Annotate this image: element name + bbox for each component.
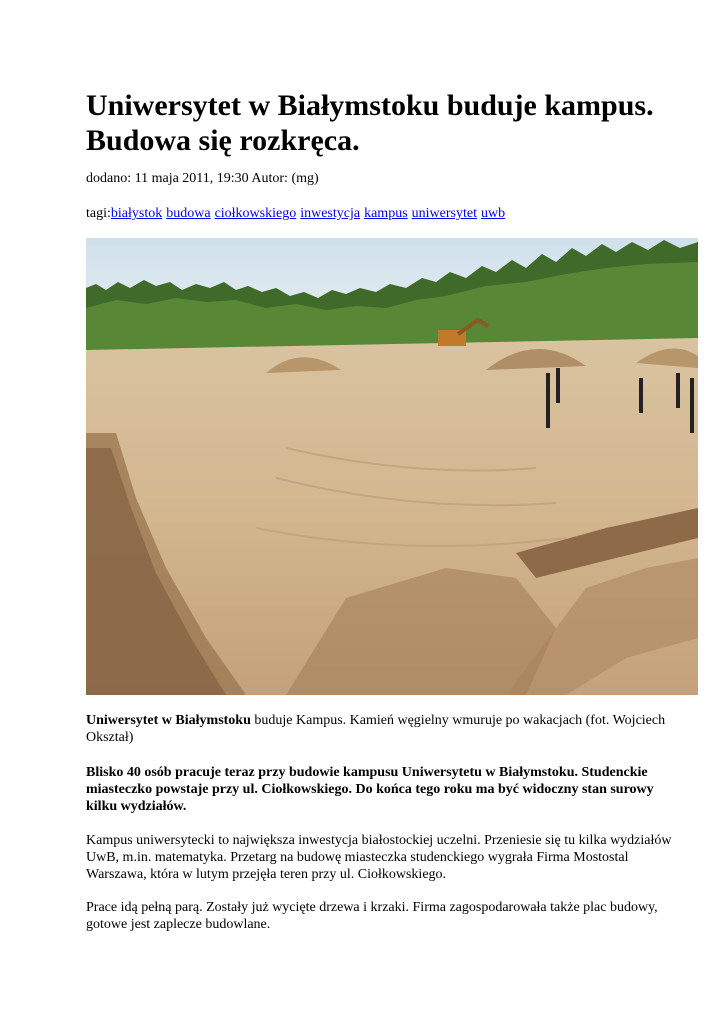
article-paragraph: Prace idą pełną parą. Zostały już wycięte drzewa i krzaki. Firma zagospodarowała także plac budowy, gotowe jest zaplecze budowlane.: [86, 900, 658, 932]
caption-bold: Uniwersytet w Białymstoku: [86, 713, 251, 728]
tag-link[interactable]: uwb: [480, 206, 506, 221]
article-title: Uniwersytet w Białymstoku buduje kampus. Budowa się rozkręca.: [86, 89, 654, 157]
tag-link[interactable]: budowa: [166, 206, 211, 221]
tag-link[interactable]: inwestycja: [300, 206, 361, 221]
construction-site-photo: [86, 238, 698, 695]
article-paragraph: Kampus uniwersytecki to największa inwestycja białostockiej uczelni. Przeniesie się tu kilka wydziałów UwB, m.in. matematyka. Przetarg na budowę miasteczka studenckiego wygrała Firma Mostostal Warszawa, która w lutym przejęła teren przy ul. Ciołkowskiego.: [86, 833, 672, 882]
tag-link[interactable]: uniwersytet: [411, 206, 477, 221]
caption-text: buduje Kampus. Kamień węgielny wmuruje po wakacjach (fot. Wojciech Okształ): [86, 713, 666, 745]
photo-caption: [86, 712, 686, 746]
article-lead: Blisko 40 osób pracuje teraz przy budowie kampusu Uniwersytetu w Białymstoku. Studenckie miasteczko powstaje przy ul. Ciołkowskiego. Do końca tego roku ma być widoczny stan surowy kilku wydziałów.: [86, 765, 654, 814]
article-meta: dodano: 11 maja 2011, 19:30 Autor: (mg): [86, 171, 319, 186]
tags-label: tagi:: [86, 206, 111, 221]
tag-link[interactable]: białystok: [110, 206, 163, 221]
tag-link[interactable]: ciołkowskiego: [214, 206, 297, 221]
tag-list: [86, 205, 509, 222]
tag-link[interactable]: kampus: [364, 206, 408, 221]
